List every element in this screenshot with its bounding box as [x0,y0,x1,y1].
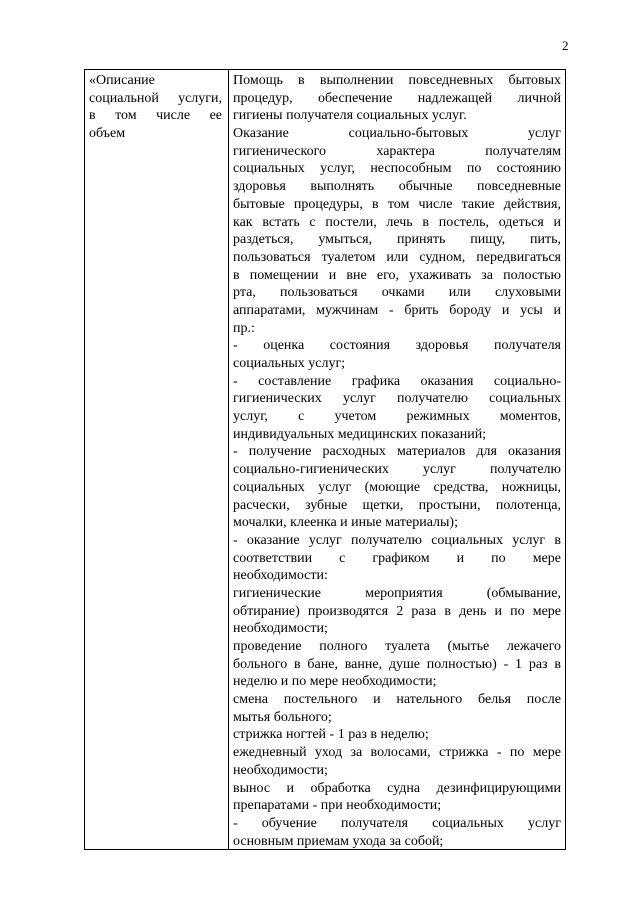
service-description-line: пр.: [233,320,255,336]
service-description-line: вынос и обработка судна дезинфицирующими [233,780,561,796]
service-description-line: бытовые процедуры, в том числе такие действия, [233,196,561,212]
service-description-line: гигиены получателя социальных услуг. [233,108,467,124]
service-description-line: аппаратами, мужчинам - брить бороду и усы и [233,302,561,318]
service-description-line: стрижка ногтей - 1 раз в неделю; [233,727,429,743]
service-description-line: раздеться, умыться, принять пищу, пить, [233,232,561,248]
service-description-line: необходимости; [233,762,328,778]
service-description-line: пользоваться туалетом или судном, передвигаться [233,249,561,265]
service-description-line: Оказание социально-бытовых услуг [233,126,561,142]
service-description-line: препаратами - при необходимости; [233,798,442,814]
service-label-line: объем [89,126,126,142]
service-description-line: обтирание) производятся 2 раза в день и по мере [233,603,561,619]
service-description-line: мочалки, клеенка и иные материалы); [233,515,458,531]
service-description-line: услуг, с учетом режимных моментов, [233,409,561,425]
service-description-line: мытья больного; [233,709,332,725]
service-description-line: как встать с постели, лечь в постель, одеться и [233,214,561,230]
service-description-line: Помощь в выполнении повседневных бытовых [233,73,561,88]
service-description-line: социальных услуг, неспособным по состоянию [233,161,561,177]
service-description-line: необходимости; [233,621,328,637]
service-description-line: необходимости: [233,568,328,584]
service-description-line: социально-гигиенических услуг получателю [233,462,561,478]
service-description-line: гигиенические мероприятия (обмывание, [233,585,561,601]
service-description-line: больного в бане, ванне, душе полностью) - 1 раз в [233,656,561,672]
service-description-line: соответствии с графиком и по мере [233,550,561,566]
service-description-line: смена постельного и нательного белья после [233,692,561,708]
service-description-line: проведение полного туалета (мытье лежачего [233,639,561,654]
service-label-line: в том числе ее [89,108,222,124]
service-description-line: - оценка состояния здоровья получателя [233,338,561,354]
service-description-line: - составление графика оказания социально- [233,373,561,389]
service-description-line: процедур, обеспечение надлежащей личной [233,90,561,106]
service-description-line: индивидуальных медицинских показаний; [233,426,487,442]
service-description-line: в помещении и вне его, ухаживать за полостью [233,267,561,283]
page-number: 2 [562,38,569,53]
service-description-line: расчески, зубные щетки, простыни, полотенца, [233,497,561,513]
service-description-line: основным приемам ухода за собой; [233,833,444,849]
service-description-line: - обучение получателя социальных услуг [233,815,561,831]
service-description-line: гигиенического характера получателям [233,143,561,159]
service-description-line: социальных услуг; [233,356,346,371]
column-divider [228,70,229,849]
service-description-line: гигиенических услуг получателю социальных [233,391,561,407]
service-description-line: - оказание услуг получателю социальных услуг в [233,532,561,548]
service-description-line: рта, пользоваться очками или слуховыми [233,285,561,301]
service-description-line: - получение расходных материалов для оказания [233,444,561,460]
service-description-line: ежедневный уход за волосами, стрижка - по мере [233,745,561,761]
service-description-line: социальных услуг (моющие средства, ножницы, [233,479,561,495]
service-description-line: неделю и по мере необходимости; [233,674,437,690]
service-label-line: «Описание [89,73,155,88]
service-label-line: социальной услуги, [89,90,222,106]
service-description-line: здоровья выполнять обычные повседневные [233,179,561,195]
service-description-table [84,69,566,850]
service-description-cell [233,72,561,850]
service-label-cell [89,72,222,143]
